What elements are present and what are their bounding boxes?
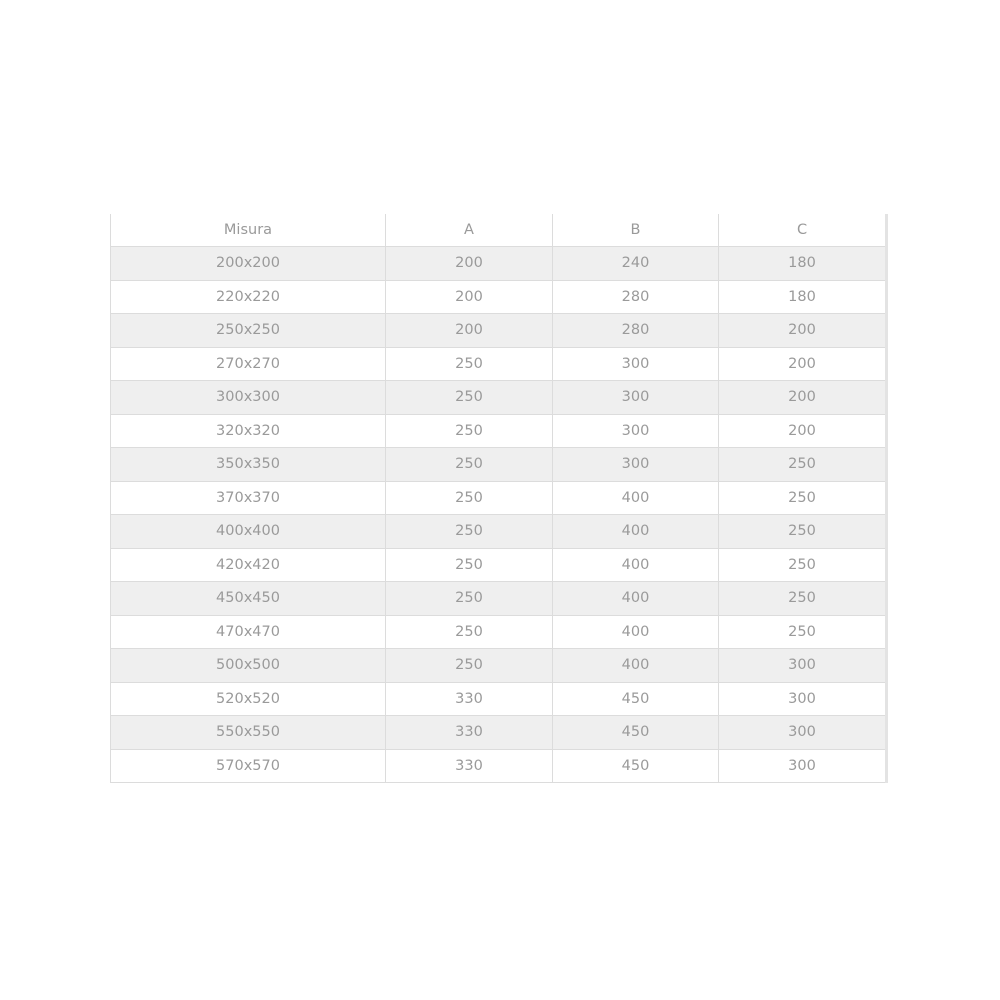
table-row xyxy=(111,615,887,649)
cell-c: 300 xyxy=(719,749,887,783)
cell-misura: 550x550 xyxy=(111,716,386,750)
cell-a: 250 xyxy=(386,582,553,616)
cell-misura: 450x450 xyxy=(111,582,386,616)
cell-b: 300 xyxy=(553,347,719,381)
cell-misura: 320x320 xyxy=(111,414,386,448)
cell-c: 300 xyxy=(719,716,887,750)
cell-misura: 520x520 xyxy=(111,682,386,716)
cell-b: 280 xyxy=(553,314,719,348)
table-header xyxy=(111,214,887,247)
column-header-misura: Misura xyxy=(111,214,386,247)
table-row xyxy=(111,414,887,448)
table-row xyxy=(111,716,887,750)
table-row xyxy=(111,448,887,482)
cell-c: 200 xyxy=(719,381,887,415)
table-row xyxy=(111,481,887,515)
cell-misura: 300x300 xyxy=(111,381,386,415)
cell-c: 200 xyxy=(719,414,887,448)
cell-a: 250 xyxy=(386,548,553,582)
cell-a: 250 xyxy=(386,615,553,649)
table-row xyxy=(111,381,887,415)
cell-b: 450 xyxy=(553,749,719,783)
cell-c: 250 xyxy=(719,615,887,649)
cell-b: 400 xyxy=(553,649,719,683)
size-table xyxy=(110,214,888,783)
size-table-container xyxy=(110,214,888,783)
column-header-b: B xyxy=(553,214,719,247)
cell-c: 250 xyxy=(719,448,887,482)
table-row xyxy=(111,515,887,549)
cell-a: 200 xyxy=(386,314,553,348)
cell-c: 200 xyxy=(719,347,887,381)
cell-a: 250 xyxy=(386,515,553,549)
cell-a: 250 xyxy=(386,381,553,415)
cell-b: 400 xyxy=(553,548,719,582)
cell-a: 250 xyxy=(386,481,553,515)
cell-a: 250 xyxy=(386,414,553,448)
cell-a: 200 xyxy=(386,280,553,314)
cell-misura: 500x500 xyxy=(111,649,386,683)
cell-misura: 270x270 xyxy=(111,347,386,381)
cell-b: 300 xyxy=(553,381,719,415)
cell-misura: 400x400 xyxy=(111,515,386,549)
cell-b: 300 xyxy=(553,414,719,448)
header-row xyxy=(111,214,887,247)
cell-b: 450 xyxy=(553,682,719,716)
cell-c: 180 xyxy=(719,280,887,314)
cell-misura: 570x570 xyxy=(111,749,386,783)
table-row xyxy=(111,347,887,381)
cell-a: 330 xyxy=(386,716,553,750)
cell-b: 450 xyxy=(553,716,719,750)
cell-misura: 370x370 xyxy=(111,481,386,515)
cell-a: 330 xyxy=(386,749,553,783)
cell-c: 250 xyxy=(719,582,887,616)
cell-misura: 220x220 xyxy=(111,280,386,314)
cell-c: 250 xyxy=(719,515,887,549)
cell-misura: 470x470 xyxy=(111,615,386,649)
cell-a: 250 xyxy=(386,649,553,683)
table-row xyxy=(111,280,887,314)
cell-a: 250 xyxy=(386,347,553,381)
cell-misura: 200x200 xyxy=(111,247,386,281)
cell-b: 400 xyxy=(553,515,719,549)
table-row xyxy=(111,247,887,281)
cell-c: 180 xyxy=(719,247,887,281)
cell-b: 400 xyxy=(553,582,719,616)
cell-c: 200 xyxy=(719,314,887,348)
cell-c: 300 xyxy=(719,682,887,716)
column-header-a: A xyxy=(386,214,553,247)
cell-b: 300 xyxy=(553,448,719,482)
cell-misura: 250x250 xyxy=(111,314,386,348)
table-row xyxy=(111,649,887,683)
cell-b: 400 xyxy=(553,481,719,515)
cell-c: 250 xyxy=(719,548,887,582)
table-row xyxy=(111,548,887,582)
table-row xyxy=(111,314,887,348)
table-row xyxy=(111,682,887,716)
cell-b: 400 xyxy=(553,615,719,649)
cell-b: 240 xyxy=(553,247,719,281)
cell-misura: 350x350 xyxy=(111,448,386,482)
table-row xyxy=(111,749,887,783)
table-body xyxy=(111,247,887,783)
cell-a: 200 xyxy=(386,247,553,281)
cell-misura: 420x420 xyxy=(111,548,386,582)
cell-c: 250 xyxy=(719,481,887,515)
cell-b: 280 xyxy=(553,280,719,314)
table-row xyxy=(111,582,887,616)
cell-a: 330 xyxy=(386,682,553,716)
column-header-c: C xyxy=(719,214,887,247)
cell-c: 300 xyxy=(719,649,887,683)
cell-a: 250 xyxy=(386,448,553,482)
